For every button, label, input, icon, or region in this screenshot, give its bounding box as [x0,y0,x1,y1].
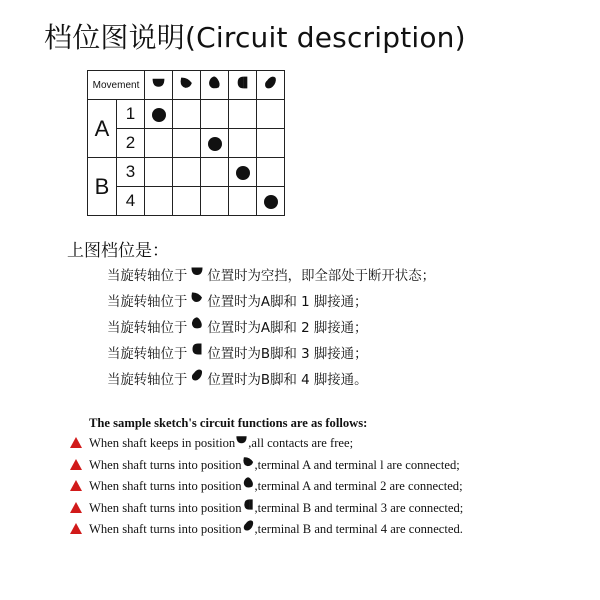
header-position-1 [173,71,201,100]
line-prefix: 当旋转轴位于 [107,295,188,310]
table-cell [173,129,201,158]
line-prefix: When shaft turns into position [89,479,242,493]
pos-4-icon [263,75,278,95]
line-suffix: ,terminal A and terminal 2 are connected; [254,479,463,493]
line-suffix: 位置时为A脚和 1 脚接通； [207,295,368,310]
table-cell [257,158,285,187]
line-prefix: When shaft keeps in position [89,436,236,450]
line-prefix: When shaft turns into position [89,457,242,472]
english-line [70,433,463,455]
pos-2-icon [242,475,255,497]
line-suffix: 位置时为B脚和 4 脚接通。 [207,373,368,388]
table-cell [145,187,173,216]
contact-dot [264,195,278,209]
pos-1-icon [242,454,255,476]
movement-header: Movement [88,71,145,100]
header-position-0 [145,71,173,100]
table-cell [173,100,201,129]
pos-2-icon [190,314,204,340]
pos-3-icon [242,497,255,519]
english-heading: The sample sketch's circuit functions are as follows: [89,416,368,430]
pos-4-icon [190,366,204,392]
english-line [70,519,463,541]
circuit-table [87,70,285,216]
table-cell [257,100,285,129]
table-cell [257,187,285,216]
line-suffix: 位置时为A脚和 2 脚接通； [207,321,368,336]
pos-2-icon [207,75,222,95]
table-row [88,129,285,158]
pos-3-icon [235,75,250,95]
line-prefix: 当旋转轴位于 [107,373,188,388]
pos-off-icon [190,262,204,288]
contact-dot [208,137,222,151]
terminal-number: 3 [117,158,145,187]
warning-triangle-icon [70,437,82,448]
chinese-line [107,315,435,341]
chinese-description [107,263,435,393]
english-line [70,455,463,477]
pos-1-icon [190,288,204,314]
table-cell [229,129,257,158]
group-label: B [88,158,117,216]
line-suffix: 位置时为空挡，即全部处于断开状态； [207,269,435,284]
terminal-number: 4 [117,187,145,216]
table-cell [229,158,257,187]
warning-triangle-icon [70,459,82,470]
chinese-line [107,367,435,393]
chinese-line [107,289,435,315]
table-cell [173,187,201,216]
chinese-line [107,263,435,289]
contact-dot [236,166,250,180]
line-prefix: When shaft turns into position [89,500,242,515]
header-position-3 [229,71,257,100]
chinese-line [107,341,435,367]
page-title: 档位图说明(Circuit description) [44,21,466,54]
warning-triangle-icon [70,480,82,491]
line-prefix: 当旋转轴位于 [107,269,188,284]
header-position-2 [201,71,229,100]
table-row [88,187,285,216]
group-label: A [88,100,117,158]
table-cell [201,158,229,187]
pos-off-icon [151,75,166,95]
table-cell [229,100,257,129]
pos-4-icon [242,518,255,540]
header-position-4 [257,71,285,100]
table-cell [201,129,229,158]
table-cell [201,187,229,216]
table-cell [145,158,173,187]
line-prefix: 当旋转轴位于 [107,347,188,362]
line-suffix: ,terminal B and terminal 3 are connected; [254,500,464,515]
pos-3-icon [190,340,204,366]
english-description [70,413,463,541]
chinese-heading: 上图档位是： [67,241,169,261]
table-row [88,158,285,187]
line-prefix: When shaft turns into position [89,522,242,536]
english-line [70,498,463,520]
table-cell [145,100,173,129]
table-cell [145,129,173,158]
terminal-number: 1 [117,100,145,129]
line-suffix: 位置时为B脚和 3 脚接通； [207,347,368,362]
line-suffix: ,all contacts are free; [248,436,354,450]
pos-off-icon [235,432,248,454]
contact-dot [152,108,166,122]
table-cell [257,129,285,158]
table-cell [229,187,257,216]
table-cell [201,100,229,129]
terminal-number: 2 [117,129,145,158]
line-prefix: 当旋转轴位于 [107,321,188,336]
pos-1-icon [179,75,194,95]
line-suffix: ,terminal A and terminal l are connected; [254,457,460,472]
warning-triangle-icon [70,523,82,534]
table-row [88,100,285,129]
table-cell [173,158,201,187]
warning-triangle-icon [70,502,82,513]
english-line [70,476,463,498]
line-suffix: ,terminal B and terminal 4 are connected. [254,522,463,536]
